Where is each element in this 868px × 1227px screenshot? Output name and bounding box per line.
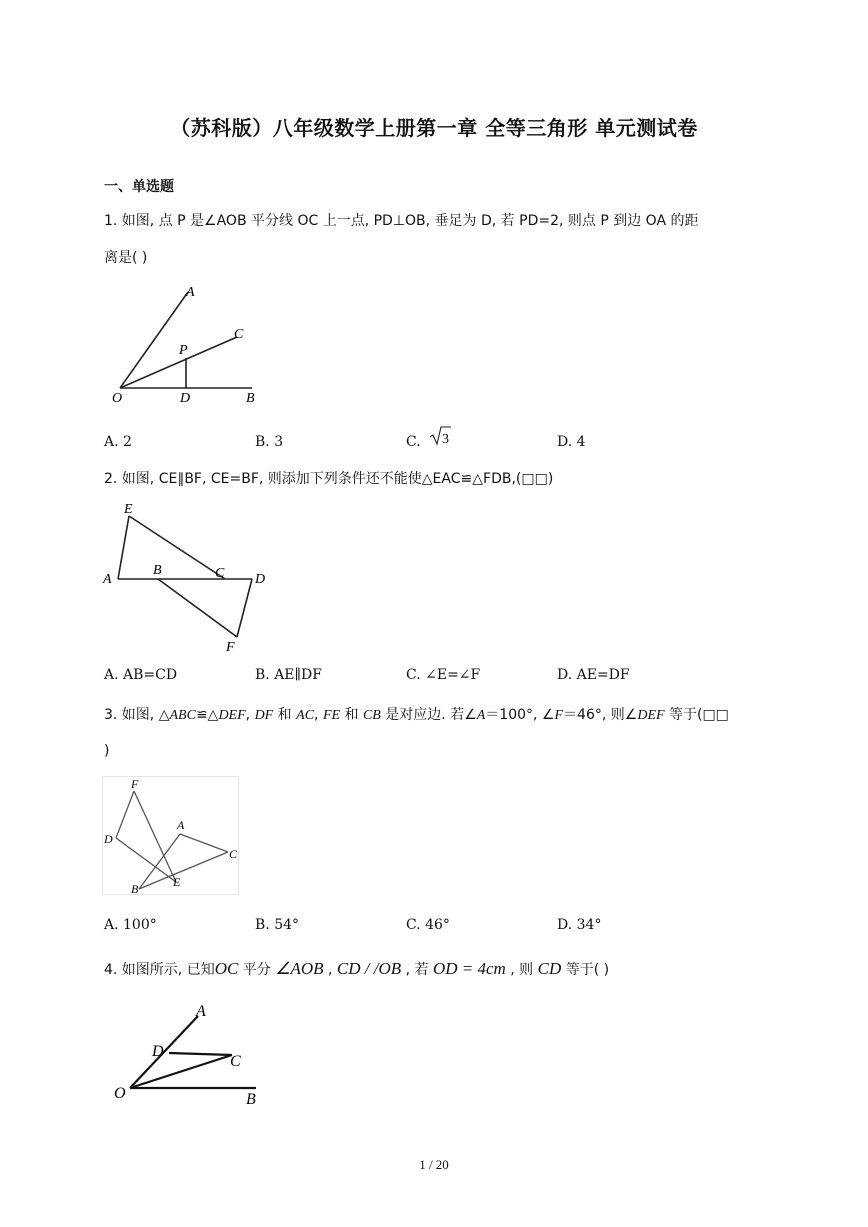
label-C: C [234, 327, 244, 342]
section-heading: 一、单选题 [104, 179, 174, 195]
question-1-text-line1: 1. 如图, 点 P 是∠AOB 平分线 OC 上一点, PD⊥OB, 垂足为 D, 若 PD=2, 则点 P 到边 OA 的距 [104, 213, 699, 229]
label-C: C [215, 566, 225, 581]
label-E: E [173, 875, 181, 889]
q1-option-a[interactable]: A. 2 [104, 434, 132, 450]
question-1-text-line2: 离是( ) [104, 250, 148, 266]
label-A: A [177, 818, 185, 832]
q2-option-b[interactable]: B. AE∥DF [255, 667, 322, 683]
question-4-figure [110, 998, 270, 1108]
label-D: D [255, 572, 266, 587]
label-A: A [103, 572, 112, 587]
label-D: D [180, 391, 191, 406]
question-3-figure [102, 776, 240, 896]
question-3-text-line1: 3. 如图, △ABC≌△DEF, DF 和 AC, FE 和 CB 是对应边. 若∠A＝100°, ∠F＝46°, 则∠DEF 等于(□□ [104, 707, 729, 723]
q3-option-d[interactable]: D. 34° [557, 917, 602, 933]
label-F: F [131, 777, 139, 791]
label-P: P [179, 343, 188, 358]
q1-option-c[interactable] [406, 432, 449, 450]
q1-option-c-label: C. [406, 434, 421, 450]
label-C: C [229, 847, 238, 861]
q2-option-d[interactable]: D. AE=DF [557, 667, 630, 683]
label-F: F [226, 640, 235, 655]
question-3-text-line2: ) [104, 743, 110, 759]
question-1-figure [100, 282, 270, 407]
label-B: B [131, 882, 139, 896]
label-B: B [153, 563, 162, 578]
question-4-text: 4. 如图所示, 已知OC 平分 ∠AOB , CD / /OB , 若 OD = 4cm , 则 CD 等于( ) [104, 959, 610, 978]
label-E: E [124, 502, 133, 517]
sqrt-3-icon [428, 424, 452, 448]
label-A: A [196, 1003, 206, 1020]
q1-option-d[interactable]: D. 4 [557, 434, 586, 450]
q3-option-a[interactable]: A. 100° [104, 917, 157, 933]
label-D: D [152, 1043, 164, 1060]
page-title: （苏科版）八年级数学上册第一章 全等三角形 单元测试卷 [170, 116, 698, 140]
label-A: A [186, 285, 195, 300]
page-number: 1 / 20 [419, 1157, 449, 1172]
label-B: B [246, 1091, 256, 1108]
question-2-figure [100, 497, 275, 655]
label-B: B [246, 391, 255, 406]
label-C: C [230, 1053, 241, 1070]
q2-option-c[interactable]: C. ∠E=∠F [406, 667, 481, 683]
q1-option-b[interactable]: B. 3 [255, 434, 284, 450]
question-2-text: 2. 如图, CE∥BF, CE=BF, 则添加下列条件还不能使△EAC≌△FDB,(□□) [104, 471, 554, 487]
label-O: O [114, 1085, 126, 1102]
label-D: D [104, 832, 113, 846]
sqrt-radicand: 3 [442, 432, 449, 447]
q3-option-b[interactable]: B. 54° [255, 917, 300, 933]
label-O: O [112, 391, 123, 406]
q2-option-a[interactable]: A. AB=CD [104, 667, 178, 683]
q3-option-c[interactable]: C. 46° [406, 917, 450, 933]
